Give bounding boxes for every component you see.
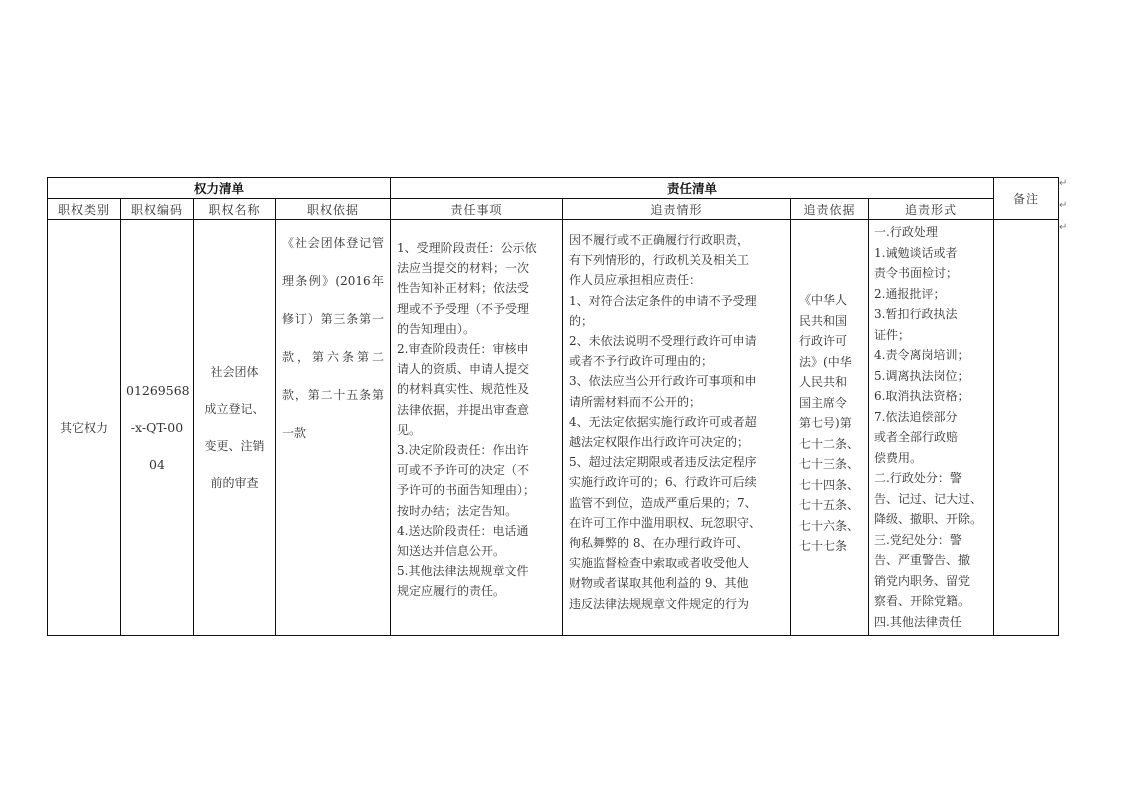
cell-situation bbox=[563, 220, 791, 636]
paragraph-mark-icon: ↵ bbox=[1059, 222, 1068, 233]
name-text: 社会团体 成立登记、 变更、注销 前的审查 bbox=[204, 364, 265, 490]
paragraph-mark-icon: ↵ bbox=[1059, 200, 1068, 211]
remark-header: 备注 bbox=[994, 178, 1059, 220]
accountability-basis-text: 《中华人 民共和国 行政许可 法》(中华 人民共和 国主席令 第七号)第 七十二条、 七十三条、 七十四条、 七十五条、 七十六条、 七十七条 bbox=[799, 293, 860, 553]
basis-text: 《社会团体登记管理条例》(2016年修订）第三条第一款，第六条第二款，第二十五条第一款 bbox=[282, 236, 385, 440]
remark-text bbox=[994, 220, 1058, 228]
col-header-category: 职权类别 bbox=[48, 199, 121, 220]
col-header-name: 职权名称 bbox=[194, 199, 276, 220]
paragraph-mark-icon: ↵ bbox=[1059, 178, 1068, 189]
table-row bbox=[48, 220, 1059, 636]
col-header-accountability-basis: 追责依据 bbox=[791, 199, 869, 220]
accountability-form-text: 一.行政处理 1.诫勉谈话或者 责令书面检讨； 2.通报批评； 3.暂扣行政执法 证件； 4.责令离岗培训； 5.调离执法岗位； 6.取消执法资格； 7.依法追偿部分 或者全部行政赔 偿费用。 二.行政处分：警 告、记过、记大过、 降级、撤职、开除。 三.党纪处分：警 告、严重警告、撤 销党内职务、留党 察看、开除党籍。 四.其他法律责任 bbox=[874, 225, 983, 629]
responsibility-list-header: 责任清单 bbox=[391, 178, 994, 199]
category-text: 其它权力 bbox=[59, 420, 108, 435]
power-list-header: 权力清单 bbox=[48, 178, 391, 199]
cell-code bbox=[121, 220, 194, 636]
cell-name bbox=[194, 220, 276, 636]
col-header-situation: 追责情形 bbox=[563, 199, 791, 220]
cell-remark bbox=[994, 220, 1059, 636]
situation-text: 因不履行或不正确履行行政职责， 有下列情形的，行政机关及相关工 作人员应承担相应责任： 1、对符合法定条件的申请不予受理 的； 2、未依法说明不受理行政许可申请 或者不予行政许可理由的； 3、依法应当公开行政许可事项和申 请所需材料而不公开的； 4、无法定依据实施行政许可或者超 越法定权限作出行政许可决定的； 5、超过法定期限或者违反法定程序 实施行政许可的；6、行政许可后续 监管不到位，造成严重后果的；7、 在许可工作中滥用职权、玩忽职守、 徇私舞弊的 8、在办理行政许可、 实施监督检查中索取或者收受他人 财物或者谋取其他利益的 9、其他 违反法律法规规章文件规定的行为 bbox=[569, 233, 762, 611]
duty-text: 1、受理阶段责任：公示依 法应当提交的材料；一次 性告知补正材料；依法受 理或不予受理（不予受理 的告知理由）。 2.审查阶段责任：审核申 请人的资质、申请人提交 的材料真实性、规范性及 法律依据，并提出审查意 见。 3.决定阶段责任：作出许 可或不予许可的决定（不 予许可的书面告知理由）； 按时办结；法定告知。 4.送达阶段责任：电话通 知送达并信息公开。 5.其他法律法规规章文件 规定应履行的责任。 bbox=[397, 241, 537, 599]
col-header-code: 职权编码 bbox=[121, 199, 194, 220]
col-header-basis: 职权依据 bbox=[276, 199, 391, 220]
cell-accountability-form bbox=[869, 220, 994, 636]
power-responsibility-table bbox=[47, 177, 1059, 636]
col-header-accountability-form: 追责形式 bbox=[869, 199, 994, 220]
col-header-duty: 责任事项 bbox=[391, 199, 563, 220]
cell-category bbox=[48, 220, 121, 636]
cell-accountability-basis bbox=[791, 220, 869, 636]
cell-duty bbox=[391, 220, 563, 636]
cell-basis bbox=[276, 220, 391, 636]
code-text: 01269568 -x-QT-00 04 bbox=[126, 383, 190, 472]
